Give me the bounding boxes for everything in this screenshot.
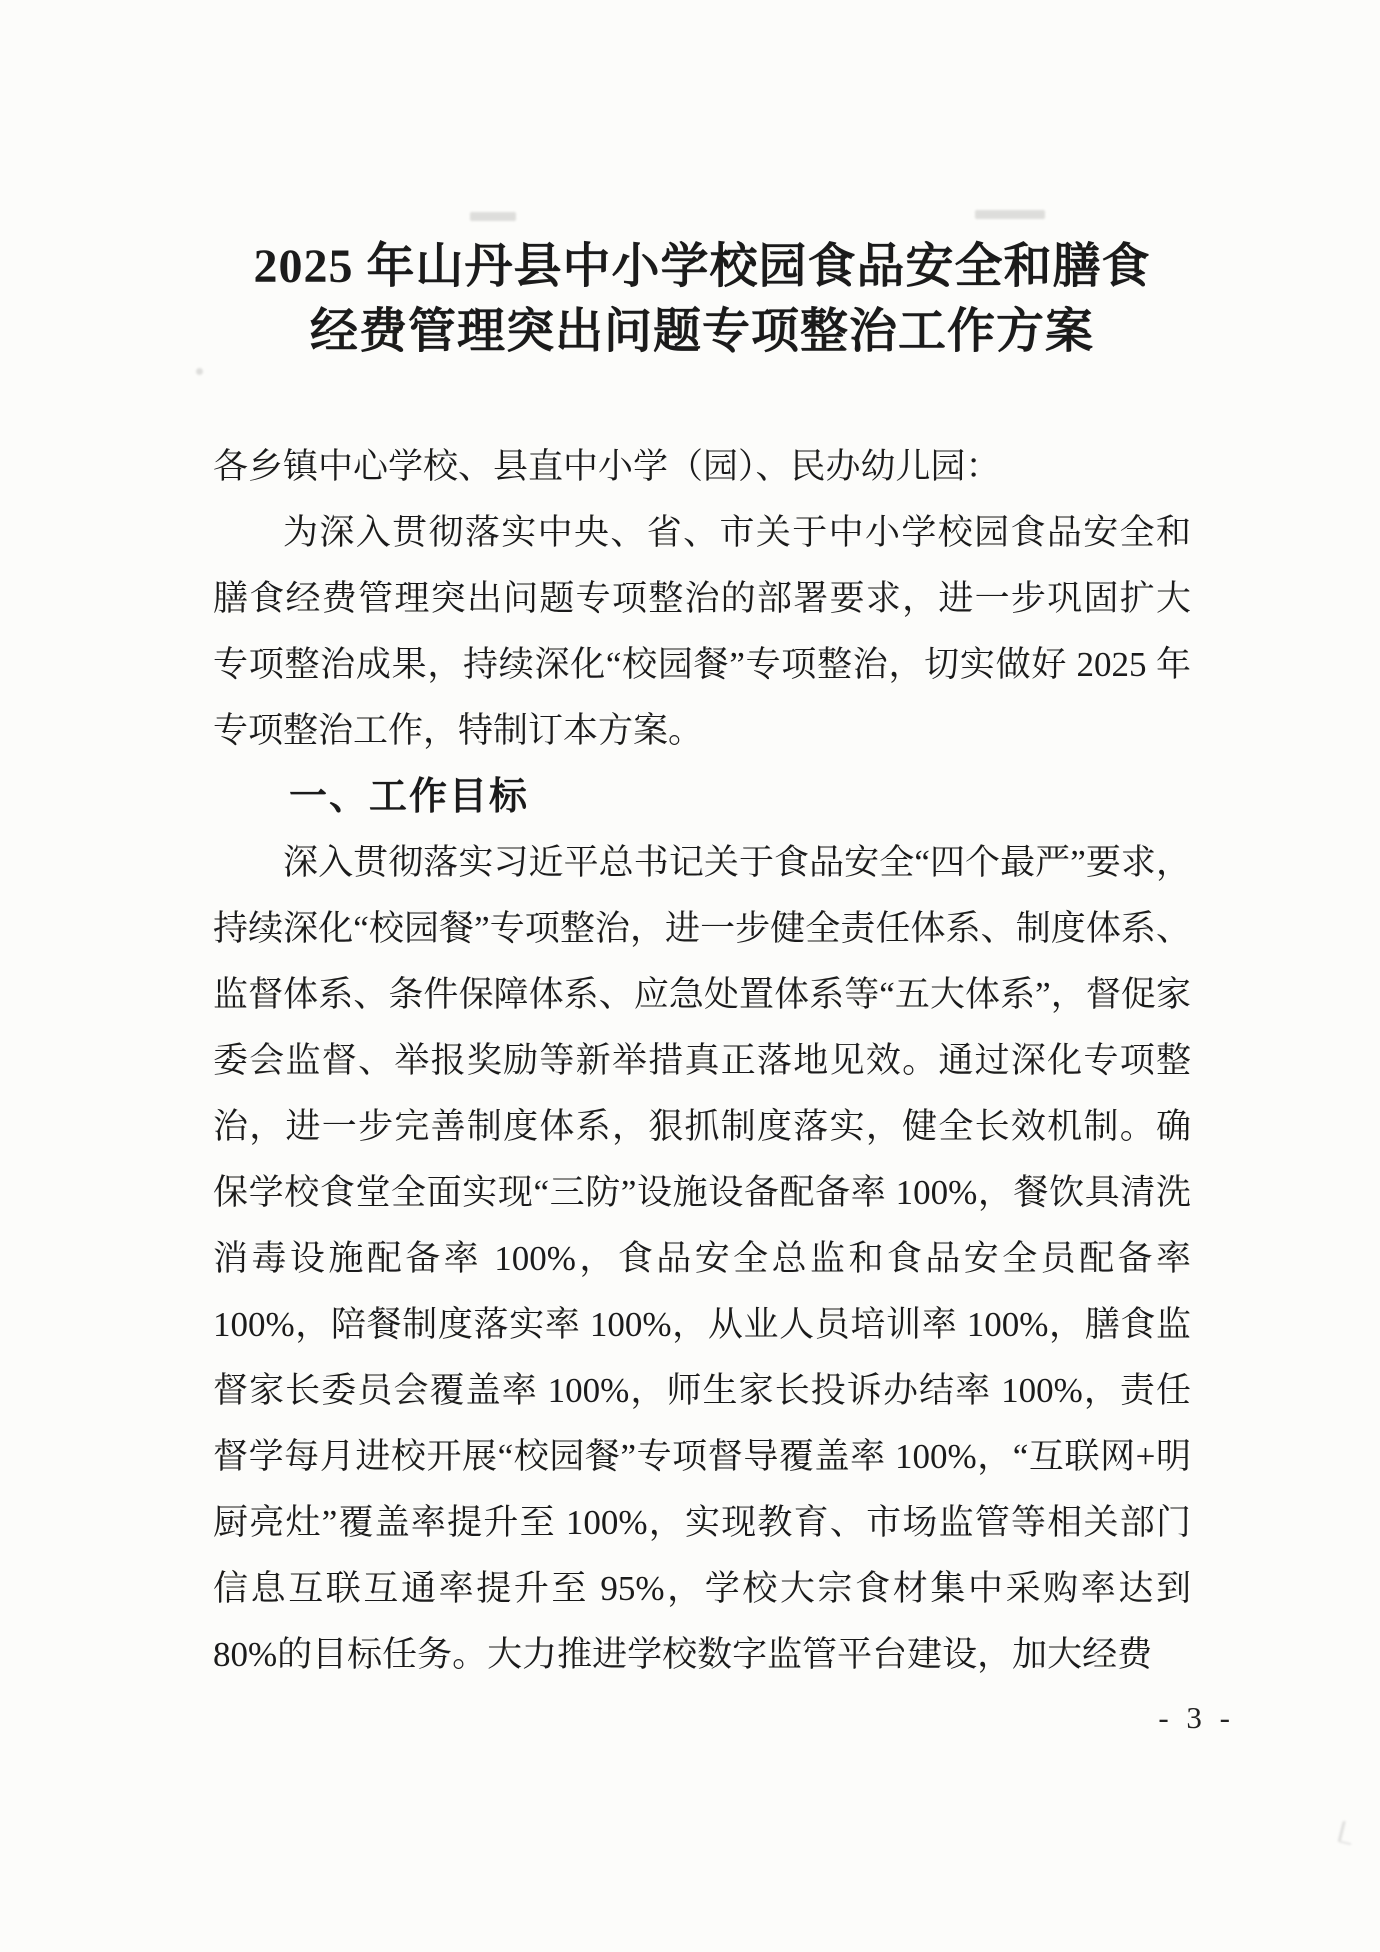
document-title-line2: 经费管理突出问题专项整治工作方案 [309, 305, 1094, 358]
page-number: - 3 - [1158, 1700, 1235, 1735]
document-title-line1: 2025 年山丹县中小学校园食品安全和膳食 [253, 240, 1151, 293]
document-title [213, 234, 1191, 364]
work-goals-paragraph: 深入贯彻落实习近平总书记关于食品安全“四个最严”要求，持续深化“校园餐”专项整治，进一步健全责任体系、制度体系、监督体系、条件保障体系、应急处置体系等“五大体系”，督促家委会监督、举报奖励等新举措真正落地见效。通过深化专项整治，进一步完善制度体系，狠抓制度落实，健全长效机制。确保学校食堂全面实现“三防”设施设备配备率 100%，餐饮具清洗消毒设施配备率 100%，食品安全总监和食品安全员配备率 100%，陪餐制度落实率 100%，从业人员培训率 100%，膳食监督家长委员会覆盖率 100%，师生家长投诉办结率 100%，责任督学每月进校开展“校园餐”专项督导覆盖率 100%，“互联网+明厨亮灶”覆盖率提升至 100%，实现教育、市场监管等相关部门信息互联互通率提升至 95%，学校大宗食材集中采购率达到 80%的目标任务。大力推进学校数字监管平台建设，加大经费 [213, 843, 1192, 1674]
intro-paragraph: 为深入贯彻落实中央、省、市关于中小学校园食品安全和膳食经费管理突出问题专项整治的部署要求，进一步巩固扩大专项整治成果，持续深化“校园餐”专项整治，切实做好 2025 年专项整治工作，特制订本方案。 [213, 513, 1191, 750]
scan-artifact [1338, 1821, 1357, 1846]
document-content [213, 0, 1191, 1688]
salutation-line: 各乡镇中心学校、县直中小学（园）、民办幼儿园： [213, 447, 1001, 486]
document-body [213, 434, 1191, 1688]
scan-artifact [196, 368, 203, 375]
section-heading-work-goals: 一、工作目标 [289, 776, 530, 818]
